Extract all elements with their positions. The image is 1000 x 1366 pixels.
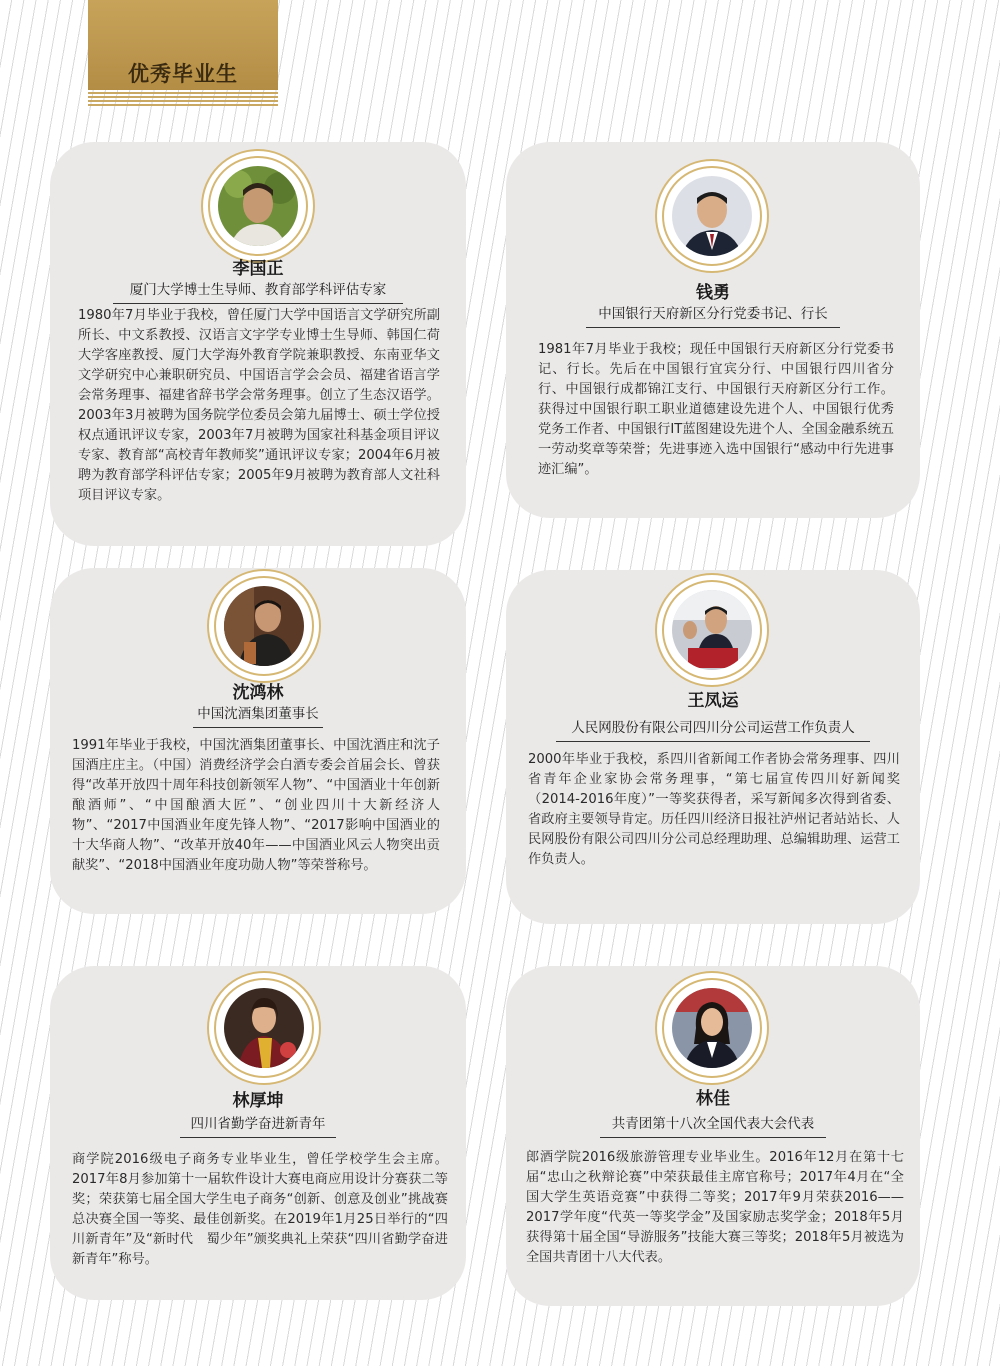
avatar-frame	[214, 576, 314, 676]
graduate-title: 中国沈酒集团董事长	[193, 702, 323, 728]
portrait-photo	[224, 586, 304, 666]
portrait-photo	[672, 988, 752, 1068]
graduate-name: 沈鸿林	[232, 683, 284, 703]
avatar-frame	[662, 978, 762, 1078]
avatar-frame	[662, 166, 762, 266]
graduate-title: 共青团第十八次全国代表大会代表	[600, 1112, 826, 1138]
graduate-name: 钱勇	[696, 283, 730, 303]
graduate-bio: 郎酒学院2016级旅游管理专业毕业生。2016年12月在第十七届“忠山之秋辩论赛”中荣获最佳主席官称号；2017年4月在“全国大学生英语竞赛”中获得二等奖；2017年9月荣获2016——2017学年度“代英一等奖学金”及国家励志奖学金；2018年5月获得第十届全国“导游服务”技能大赛三等奖；2018年5月被选为全国共青团十八大代表。	[526, 1150, 904, 1265]
portrait-photo	[218, 166, 298, 246]
avatar	[224, 586, 304, 666]
graduate-bio: 1981年7月毕业于我校；现任中国银行天府新区分行党委书记、行长。先后在中国银行宜宾分行、中国银行四川省分行、中国银行成都锦江支行、中国银行天府新区分行工作。获得过中国银行职工职业道德建设先进个人、中国银行优秀党务工作者、中国银行IT蓝图建设先进个人、全国金融系统五一劳动奖章等荣誉；先进事迹入选中国银行“感动中行先进事迹汇编”。	[538, 342, 894, 477]
graduate-bio: 1980年7月毕业于我校，曾任厦门大学中国语言文学研究所副所长、中文系教授、汉语言文字学专业博士生导师、韩国仁荷大学客座教授、厦门大学海外教育学院兼职教授、东南亚华文文学研究中心兼职研究员、中国语言学会会员、福建省语言学会常务理事、福建省辞书学会常务理事。创立了生态汉语学。2003年3月被聘为国务院学位委员会第九届博士、硕士学位授权点通讯评议专家，2003年7月被聘为国家社科基金项目评议专家、教育部“高校青年教师奖”通讯评议专家；2004年6月被聘为教育部学科评估专家；2005年9月被聘为教育部人文社科项目评议专家。	[78, 308, 440, 503]
graduate-card-5	[50, 966, 466, 1300]
banner-decoration	[88, 92, 278, 106]
avatar-frame	[662, 580, 762, 680]
graduate-card-6	[506, 966, 920, 1306]
avatar-frame	[208, 156, 308, 256]
graduate-bio: 1991年毕业于我校，中国沈酒集团董事长、中国沈酒庄和沈子国酒庄庄主。（中国）消费经济学会白酒专委会首届会长、曾获得“改革开放四十周年科技创新领军人物”、“中国酒业十年创新酿酒师”、“中国酿酒大匠”、“创业四川十大新经济人物”、“2017中国酒业年度先锋人物”、“2017影响中国酒业的十大华商人物”、“改革开放40年——中国酒业风云人物突出贡献奖”、“2018中国酒业年度功勋人物”等荣誉称号。	[72, 738, 440, 873]
graduate-name: 林厚坤	[232, 1091, 284, 1111]
graduate-title: 四川省勤学奋进新青年	[180, 1112, 336, 1138]
graduate-card-4	[506, 570, 920, 924]
avatar	[672, 176, 752, 256]
graduate-card-1	[50, 142, 466, 546]
graduate-bio: 商学院2016级电子商务专业毕业生，曾任学校学生会主席。2017年8月参加第十一届软件设计大赛电商应用设计分赛获二等奖；荣获第七届全国大学生电子商务“创新、创意及创业”挑战赛总决赛全国一等奖、最佳创新奖。在2019年1月25日举行的“四川新青年”及“新时代 蜀少年”颁奖典礼上荣获“四川省勤学奋进新青年”称号。	[72, 1152, 448, 1267]
portrait-photo	[672, 590, 752, 670]
graduate-name: 王凤运	[687, 691, 739, 711]
section-title: 优秀毕业生	[128, 62, 238, 86]
graduate-card-3	[50, 568, 466, 914]
avatar	[672, 988, 752, 1068]
graduate-name: 林佳	[696, 1089, 730, 1109]
graduate-title: 厦门大学博士生导师、教育部学科评估专家	[113, 278, 403, 304]
avatar	[218, 166, 298, 246]
graduate-name: 李国正	[232, 259, 284, 279]
graduate-card-2	[506, 142, 920, 518]
graduate-bio: 2000年毕业于我校，系四川省新闻工作者协会常务理事、四川省青年企业家协会常务理事，“第七届宣传四川好新闻奖（2014-2016年度）”一等奖获得者，采写新闻多次得到省委、省政府主要领导肯定。历任四川经济日报社泸州记者站站长、人民网股份有限公司四川分公司总经理助理、总编辑助理、运营工作负责人。	[528, 752, 900, 867]
avatar	[224, 988, 304, 1068]
graduate-title: 中国银行天府新区分行党委书记、行长	[586, 302, 840, 328]
graduate-title: 人民网股份有限公司四川分公司运营工作负责人	[556, 716, 870, 742]
portrait-photo	[672, 176, 752, 256]
section-banner	[88, 0, 278, 90]
avatar	[672, 590, 752, 670]
portrait-photo	[224, 988, 304, 1068]
avatar-frame	[214, 978, 314, 1078]
